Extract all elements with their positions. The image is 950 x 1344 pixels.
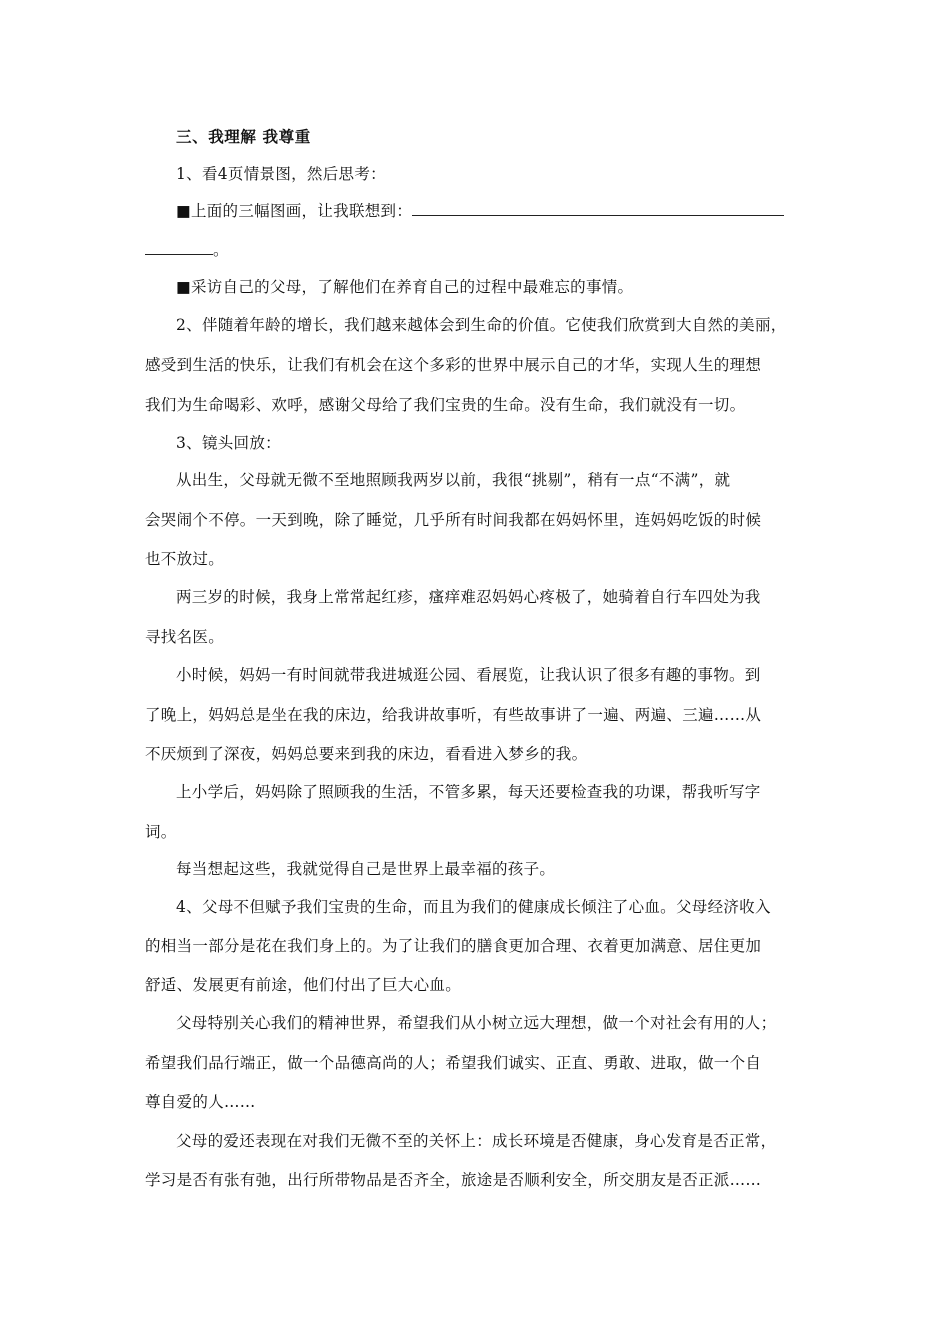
q3-para2-line-1: 两三岁的时候，我身上常常起红疹，瘙痒难忍妈妈心疼极了，她骑着自行车四处为我 <box>176 588 761 606</box>
q4-para1-line-3: 舒适、发展更有前途，他们付出了巨大心血。 <box>145 976 462 994</box>
answer-blank-end: 。 <box>213 241 229 259</box>
q3-para3-line-2: 了晚上，妈妈总是坐在我的床边，给我讲故事听，有些故事讲了一遍、两遍、三遍……从 <box>145 706 762 724</box>
q3-para3-line-1: 小时候，妈妈一有时间就带我进城逛公园、看展览，让我认识了很多有趣的事物。到 <box>176 666 761 684</box>
question-2-line-3: 我们为生命喝彩、欢呼，感谢父母给了我们宝贵的生命。没有生命，我们就没有一切。 <box>145 396 746 414</box>
q4-para2-line-3: 尊自爱的人…… <box>145 1093 256 1111</box>
q3-para5-line-1: 每当想起这些，我就觉得自己是世界上最幸福的孩子。 <box>176 860 556 878</box>
q3-para4-line-2: 词。 <box>145 823 177 841</box>
answer-blank-continuation <box>145 240 815 260</box>
question-1-prompt-line <box>176 201 816 221</box>
q4-para1-line-1: 4、父母不但赋予我们宝贵的生命，而且为我们的健康成长倾注了心血。父母经济收入 <box>176 898 771 916</box>
question-1-prompt: ■上面的三幅图画，让我联想到： <box>176 202 413 220</box>
section-heading: 三、我理解 我尊重 <box>176 127 311 146</box>
q3-para4-line-1: 上小学后，妈妈除了照顾我的生活，不管多累，每天还要检查我的功课，帮我听写字 <box>176 783 761 801</box>
q4-para2-line-1: 父母特别关心我们的精神世界，希望我们从小树立远大理想，做一个对社会有用的人； <box>176 1014 777 1032</box>
question-3-title: 3、镜头回放： <box>176 434 281 452</box>
question-1-task: ■采访自己的父母，了解他们在养育自己的过程中最难忘的事情。 <box>176 278 634 296</box>
question-1-intro: 1、看4页情景图，然后思考： <box>176 165 386 183</box>
q3-para2-line-2: 寻找名医。 <box>145 628 225 646</box>
answer-blank-line-1[interactable] <box>412 201 784 216</box>
answer-blank-line-2[interactable] <box>145 240 213 255</box>
question-2-line-2: 感受到生活的快乐，让我们有机会在这个多彩的世界中展示自己的才华，实现人生的理想 <box>145 356 762 374</box>
q4-para3-line-2: 学习是否有张有弛，出行所带物品是否齐全，旅途是否顺利安全，所交朋友是否正派…… <box>145 1171 762 1189</box>
q4-para2-line-2: 希望我们品行端正，做一个品德高尚的人；希望我们诚实、正直、勇敢、进取，做一个自 <box>145 1054 762 1072</box>
q4-para3-line-1: 父母的爱还表现在对我们无微不至的关怀上：成长环境是否健康，身心发育是否正常， <box>176 1132 777 1150</box>
q3-para1-line-1: 从出生，父母就无微不至地照顾我两岁以前，我很“挑剔”，稍有一点“不满”，就 <box>176 471 731 489</box>
q3-para1-line-2: 会哭闹个不停。一天到晚，除了睡觉，几乎所有时间我都在妈妈怀里，连妈妈吃饭的时候 <box>145 511 762 529</box>
q3-para1-line-3: 也不放过。 <box>145 550 225 568</box>
q4-para1-line-2: 的相当一部分是花在我们身上的。为了让我们的膳食更加合理、衣着更加满意、居住更加 <box>145 937 762 955</box>
q3-para3-line-3: 不厌烦到了深夜，妈妈总要来到我的床边，看看进入梦乡的我。 <box>145 745 588 763</box>
question-2-line-1: 2、伴随着年龄的增长，我们越来越体会到生命的价值。它使我们欣赏到大自然的美丽， <box>176 316 787 334</box>
